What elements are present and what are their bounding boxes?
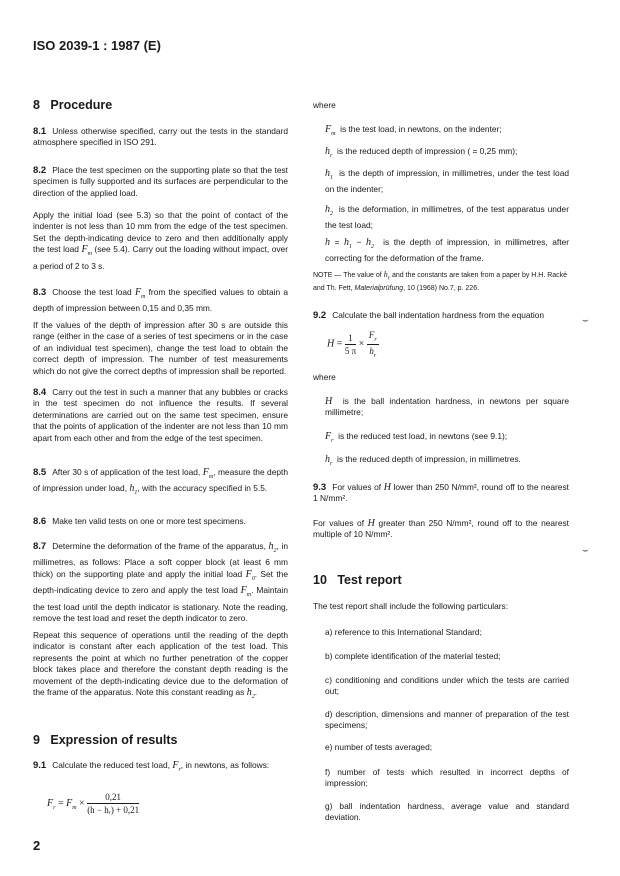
text: is the reduced depth of impression, in millimetres. <box>337 454 521 464</box>
equation-reduced-load: $F_r = F_m$ × $\frac{0,21}{\text{(h − hᵣ) + 0,21}}$ <box>47 792 140 815</box>
text: , 10 (1968) No.7, p. 226. <box>403 284 480 292</box>
section-8-heading <box>33 98 112 112</box>
text: Determine the deformation of the frame of the apparatus, <box>52 541 266 551</box>
fraction-numerator: 1 <box>345 333 356 345</box>
where-label: where <box>313 100 336 110</box>
definition-Fm: $F_m$ is the test load, in newtons, on the indenter; <box>325 124 502 137</box>
journal-name: Materialprüfung <box>354 284 404 292</box>
list-item: d) description, dimensions and manner of preparation of the test specimens; <box>325 709 569 731</box>
text: (see 5.4). Carry out the loading without impact, over a period of 2 to 3 s. <box>33 244 288 271</box>
section-10-heading <box>313 573 402 587</box>
text: For values of <box>332 482 382 492</box>
clause-8-4 <box>33 387 288 444</box>
text: . Set the depth-indicating device to zero and apply the test load <box>33 568 288 596</box>
clause-number: 8.3 <box>33 287 47 298</box>
clause-number: 8.5 <box>33 467 47 478</box>
note: NOTE — The value of $h_r$ and the constants are taken from a paper by H.H. Racké and Th. Fett, Materialprüfung, 10 (1968) No.7, p. 226. <box>313 270 568 292</box>
definition-hr: $h_r$ is the reduced depth of impression ( = 0,25 mm); <box>325 146 518 159</box>
text: Choose the test load <box>52 287 132 297</box>
clause-8-1 <box>33 126 288 149</box>
text: and the constants are taken from a paper by H.H. Racké and Th. Fett, <box>313 272 568 292</box>
clause-number: 9.1 <box>33 760 47 771</box>
text: , in millimetres, as follows: Place a soft copper block (at least 6 mm thick) on the supporting plate and apply the initial load <box>33 541 288 579</box>
symbol-Fm: $F_m$ <box>81 244 92 258</box>
where-label: where <box>313 372 336 382</box>
symbol-Fm: $F_m$ <box>134 287 146 300</box>
equation-fraction: $\frac{F_r}{h_r}$ <box>368 330 377 359</box>
text: Calculate the reduced test load, <box>52 760 171 770</box>
text: . Maintain the test load until the depth indicator is stationary. Note the reading, remove the test load and reset the depth indicator to zero. <box>33 585 289 624</box>
clause-9-1 <box>33 760 288 776</box>
text: NOTE — The value of <box>313 272 382 279</box>
clause-number: 8.7 <box>33 541 47 552</box>
text: After 30 s of application of the test load, <box>52 467 201 477</box>
text: Calculate the ball indentation hardness from the equation <box>332 310 545 320</box>
text: lower than 250 N/mm², round off to the nearest 1 N/mm². <box>313 482 569 504</box>
text: Apply the initial load (see 5.3) so that the point of contact of the indenter is not less than 10 mm from the edge of the test specimen. Set the depth-indicating device to zero and then additionally apply the test load <box>33 210 288 255</box>
definition-Fr: $F_r$ is the reduced test load, in newtons (see 9.1); <box>325 431 508 444</box>
text: is the depth of impression, in millimetres, after correcting for the deformation of the frame. <box>325 237 570 264</box>
equation-fraction <box>345 333 356 356</box>
clause-text: Unless otherwise specified, carry out the tests in the standard atmosphere specified in ISO 291. <box>33 126 288 148</box>
clause-number: 8.2 <box>33 165 47 176</box>
section-title: Test report <box>337 573 402 587</box>
test-report-intro: The test report shall include the following particulars: <box>313 601 509 611</box>
text: is the reduced depth of impression ( = 0,25 mm); <box>337 146 518 156</box>
text: , measure the depth of impression under load, <box>33 467 289 494</box>
section-title: Procedure <box>50 98 113 112</box>
definition-hr-2: $h_r$ is the reduced depth of impression, in millimetres. <box>325 454 521 467</box>
text: from the specified values to obtain a depth of impression between 0,15 and 0,35 mm. <box>33 287 289 314</box>
clause-8-7 <box>33 541 288 624</box>
clause-number: 8.1 <box>33 126 47 137</box>
fraction-denominator: 5 π <box>344 345 357 356</box>
text: is the reduced test load, in newtons (see 9.1); <box>338 431 508 441</box>
text: Carry out the test in such a manner that any bubbles or cracks in the test specimen do not influence the results. If several determinations are carried out on the same test specimen, ensure that the points of application of the indenter are not less than 10 mm apart from each other and from the edge of the test specimen. <box>33 387 288 443</box>
clause-9-3: 9.3 For values of H lower than 250 N/mm², round off to the nearest 1 N/mm². <box>313 482 569 504</box>
clause-number: 8.4 <box>33 387 47 398</box>
text: is the depth of impression, in millimetres, under the test load on the indenter; <box>325 168 570 195</box>
text: , with the accuracy specified in 5.5. <box>137 483 268 494</box>
clause-8-6 <box>33 516 288 527</box>
clause-8-2-para-2 <box>33 210 288 272</box>
page-number: 2 <box>33 838 41 853</box>
list-item: c) conditioning and conditions under which the tests are carried out; <box>325 675 569 697</box>
section-title: Expression of results <box>50 733 178 747</box>
clause-8-7-para-2: Repeat this sequence of operations until the reading of the depth indicator is constant after each application of the test load. This represents the point at which no further penetration of the copper block takes place and therefore the constant depth reading is the movement of the depth-indicating device due to the deformation of the frame of the apparatus. Note this constant reading as $h_2$. <box>33 630 288 701</box>
fraction-numerator: 0,21 <box>87 792 139 804</box>
section-number: 9 <box>33 733 40 747</box>
symbol-h2: $h_2$ <box>268 541 277 554</box>
definition-h1: $h_1$ is the depth of impression, in millimetres, under the test load on the indenter; <box>325 168 570 195</box>
text: , in newtons, as follows: <box>180 760 270 770</box>
symbol-F0: $F_0$ <box>245 568 255 582</box>
clause-text: Place the test specimen on the supporting plate so that the test specimen is fully supported and its surfaces are perpendicular to the direction of the applied load. <box>33 165 288 198</box>
clause-9-3-para-2: For values of H greater than 250 N/mm², round off to the nearest multiple of 10 N/mm². <box>313 518 570 540</box>
symbol-h1: $h_1$ <box>129 483 138 497</box>
text: Make ten valid tests on one or more test specimens. <box>52 516 246 526</box>
text: is the deformation, in millimetres, of the test apparatus under the test load; <box>325 204 570 231</box>
symbol-Fm: $F_m$ <box>202 467 214 480</box>
clause-number: 8.6 <box>33 516 47 527</box>
equation-hardness: H = $\frac{1}{5 \pi}$ × $\frac{F_r}{h_r}$ <box>327 330 377 359</box>
list-item: f) number of tests which resulted in incorrect depths of impression; <box>325 767 569 789</box>
clause-9-2 <box>313 310 569 321</box>
margin-mark: ⌣ <box>582 545 589 556</box>
clause-number: 9.3 <box>313 482 327 493</box>
equation-fraction <box>87 792 139 815</box>
text: Repeat this sequence of operations until the reading of the depth indicator is constant after each application of the test load. This represents the point at which no further penetration of the copper block takes place and therefore the constant depth reading is the movement of the depth-indicating device due to the deformation of the frame of the apparatus. Note this constant reading as <box>33 630 288 698</box>
list-item: g) ball indentation hardness, average value and standard deviation. <box>325 801 569 823</box>
text: is the ball indentation hardness, in newtons per square millimetre; <box>325 396 570 418</box>
list-item: e) number of tests averaged; <box>325 742 433 752</box>
symbol-Fm: $F_m$ <box>240 585 252 599</box>
symbol-Fr: $F_r$ <box>172 760 181 773</box>
clause-8-2 <box>33 165 288 199</box>
fraction-denominator: (h − hᵣ) + 0,21 <box>87 805 140 815</box>
text: greater than 250 N/mm², round off to the nearest multiple of 10 N/mm². <box>313 518 570 540</box>
definition-h2: $h_2$ is the deformation, in millimetres, of the test apparatus under the test load; <box>325 204 570 231</box>
clause-number: 9.2 <box>313 310 327 321</box>
definition-H: H is the ball indentation hardness, in newtons per square millimetre; <box>325 396 570 418</box>
document-header: ISO 2039-1 : 1987 (E) <box>33 38 161 53</box>
definition-h: $h = h_1 - h_2$ is the depth of impression, in millimetres, after correcting for the deformation of the frame. <box>325 237 570 264</box>
clause-8-5 <box>33 467 288 500</box>
section-number: 10 <box>313 573 327 587</box>
section-number: 8 <box>33 98 40 112</box>
margin-mark: ⌣ <box>582 315 589 326</box>
clause-8-3-para-2: If the values of the depth of impression after 30 s are outside this range (either in the case of a series of test specimens or in the case of an individual test specimen), change the test load to obtain the correct depth of impression. The number of test measurements which do not give the correct depths of impression shall be reported. <box>33 320 288 376</box>
text: For values of <box>313 518 365 528</box>
symbol-h2: $h_2$ <box>246 687 255 701</box>
text: is the test load, in newtons, on the indenter; <box>340 124 502 134</box>
list-item: a) reference to this International Standard; <box>325 627 482 637</box>
clause-8-3 <box>33 287 288 315</box>
section-9-heading <box>33 733 178 747</box>
list-item: b) complete identification of the material tested; <box>325 651 501 661</box>
